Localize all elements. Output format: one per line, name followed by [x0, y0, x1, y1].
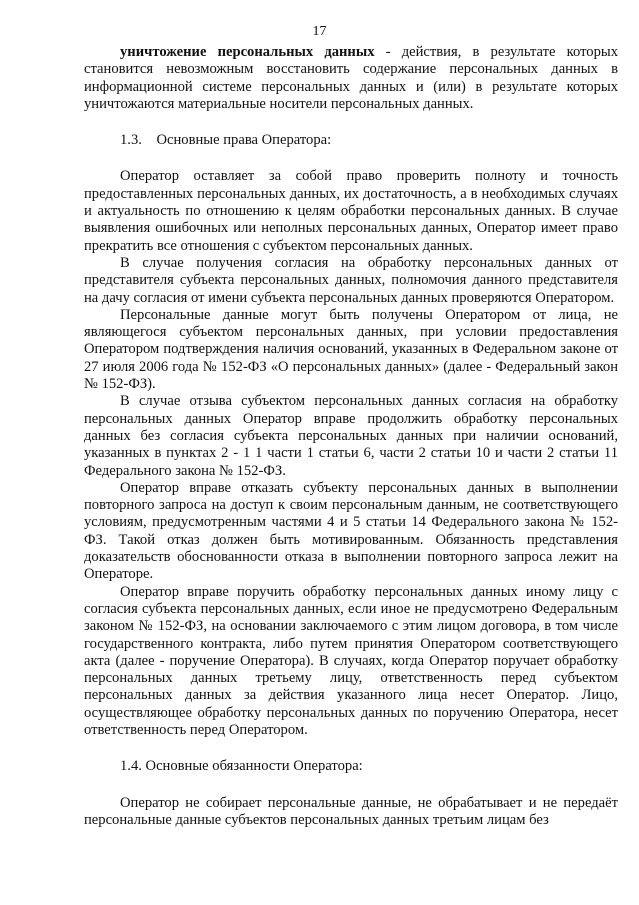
paragraph-6: Оператор вправе поручить обработку персональных данных иному лицу с согласия субъекта персональных данных, если иное не предусмотрено Федеральным законом № 152-ФЗ, на основании заключаемого с этим лицом договора, в том числе государственного контракта, либо путем принятия Оператором соответствующего акта (далее - поручение Оператора). В случаях, когда Оператор поручает обработку персональных данных третьему лицу, ответственность перед субъектом персональных данных за действия указанного лица несет Оператор. Лицо, осуществляющее обработку персональных данных по поручению Оператора, несет ответственность перед Оператором. [84, 583, 618, 738]
definition-text: - действия, в результате которых становится невозможным восстановить содержание персональных данных в информационной системе персональных данных и (или) в результате которых уничтожаются материальные носители персональных данных. [84, 44, 619, 112]
paragraph-2: В случае получения согласия на обработку персональных данных от представителя субъекта персональных данных, полномочия данного представителя на дачу согласия от имени субъекта персональных данных проверяются Оператором. [84, 254, 618, 306]
paragraph-4: В случае отзыва субъектом персональных данных согласия на обработку персональных данных Оператор вправе продолжить обработку персональных данных без согласия субъекта персональных данных при наличии оснований, указанных в пунктах 2 - 1 1 части 1 статьи 6, части 2 статьи 10 и части 2 статьи 11 Федерального закона № 152-ФЗ. [84, 393, 618, 479]
paragraph-destruction-definition [84, 44, 618, 113]
paragraph-5: Оператор вправе отказать субъекту персональных данных в выполнении повторного запроса на доступ к своим персональным данным, не соответствующего условиям, предусмотренным частями 4 и 5 статьи 14 Федерального закона № 152-ФЗ. Такой отказ должен быть мотивированным. Обязанность представления доказательств обоснованности отказа в выполнении повторного запроса лежит на Операторе. [84, 479, 618, 583]
paragraph-7: Оператор не собирает персональные данные, не обрабатывает и не передаёт персональные данные субъектов персональных данных третьим лицам без [84, 794, 618, 828]
section-heading-1-3: 1.3. Основные права Оператора: [120, 132, 332, 149]
document-body [84, 44, 618, 829]
paragraph-3: Персональные данные могут быть получены Оператором от лица, не являющегося субъектом персональных данных, при условии предоставления Оператором подтверждения наличия оснований, указанных в Федеральном законе от 27 июля 2006 года № 152-ФЗ «О персональных данных» (далее - Федеральный закон № 152-ФЗ). [84, 306, 618, 393]
term-destruction: уничтожение персональных данных [120, 44, 375, 60]
section-heading-1-4: 1.4. Основные обязанности Оператора: [120, 758, 363, 775]
page-number: 17 [312, 24, 327, 39]
paragraph-1: Оператор оставляет за собой право проверить полноту и точность предоставленных персональных данных, их достаточность, а в необходимых случаях и актуальность по отношению к целям обработки персональных данных. В случае выявления ошибочных или неполных персональных данных, Оператор имеет право прекратить все отношения с субъектом персональных данных. [84, 168, 618, 254]
